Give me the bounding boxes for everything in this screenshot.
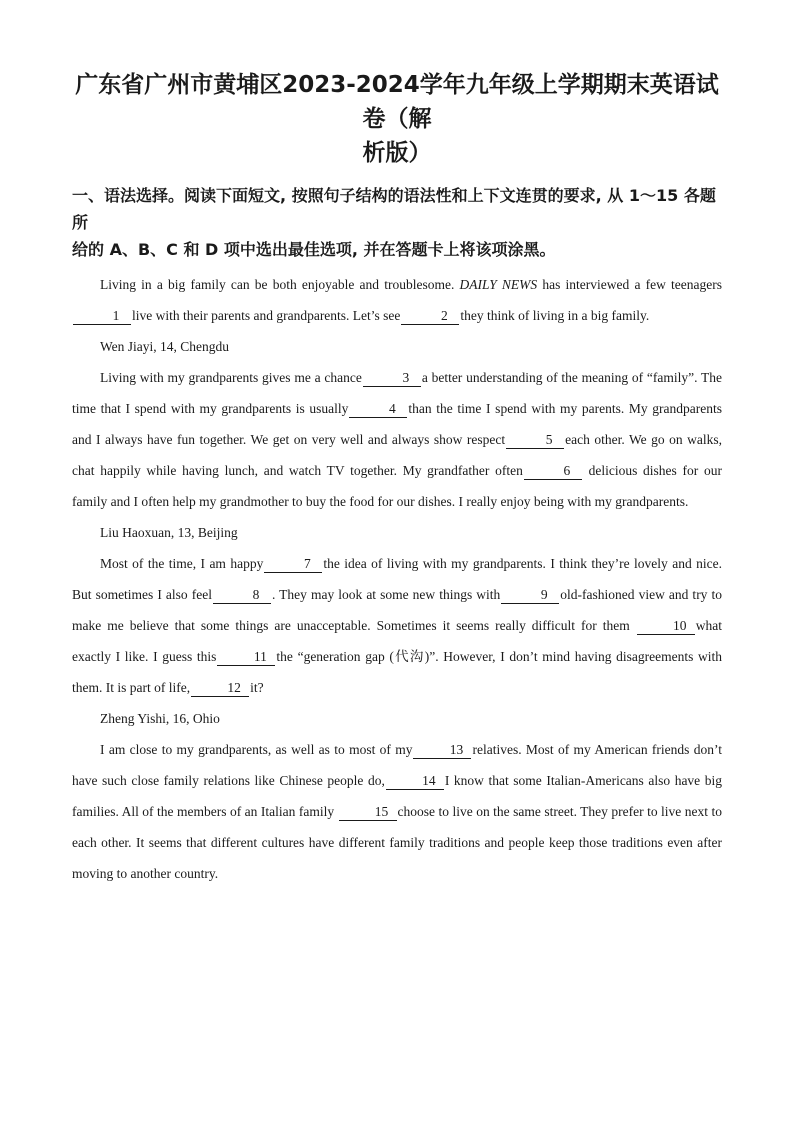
paragraph-speaker-1: Living with my grandparents gives me a chance 3 a better understanding of the meaning of “family”. The time that I spend with my grandparents is usually 4 than the time I spend with my parents. My grandparents and I always have fun together. We get on very well and always show respect 5 each other. We go on walks, chat happily while having lunch, and watch TV together. My grandfather often 6 delicious dishes for our family and I often help my grandmother to buy the food for our dishes. I really enjoy being with my grandparents. — [72, 370, 723, 509]
blank-14: 14 — [386, 773, 444, 790]
blank-10: 10 — [637, 618, 695, 635]
blank-2: 2 — [401, 308, 459, 325]
paragraph-intro: Living in a big family can be both enjoyable and troublesome. DAILY NEWS has interviewed a few teenagers 1 live with their parents and grandparents. Let’s see 2 they think of living in a big family. — [72, 269, 722, 331]
blank-13: 13 — [413, 742, 471, 759]
title-line-1: 广东省广州市黄埔区2023-2024学年九年级上学期期末英语试卷（解 — [75, 72, 719, 132]
blank-12: 12 — [191, 680, 249, 697]
blank-6: 6 — [524, 463, 582, 480]
blank-11: 11 — [217, 649, 275, 666]
instructions-line-2: 给的 A、B、C 和 D 项中选出最佳选项, 并在答题卡上将该项涂黑。 — [72, 240, 556, 259]
section-instructions — [72, 182, 722, 263]
newspaper-name: DAILY NEWS — [459, 277, 538, 292]
paragraph-speaker-3: I am close to my grandparents, as well as to most of my 13 relatives. Most of my American friends don’t have such close family relations like Chinese people do, 14 I know that some Italian-Americans also have big families. All of the members of an Italian family 15 choose to live on the same street. They prefer to live next to each other. It seems that different cultures have different family traditions and people keep those traditions even after moving to another country. — [72, 742, 722, 881]
blank-8: 8 — [213, 587, 271, 604]
paragraph-speaker-2: Most of the time, I am happy 7 the idea of living with my grandparents. I think they’re lovely and nice. But sometimes I also feel 8 . They may look at some new things with 9 old-fashioned view and try to make me believe that some things are unacceptable. Sometimes it seems really difficult for them 10 what exactly I like. I guess this 11 the “generation gap (代沟)”. However, I don’t mind having disagreements with them. It is part of life, 12 it? — [72, 556, 723, 695]
speaker-2: Liu Haoxuan, 13, Beijing — [100, 525, 238, 540]
page-title — [72, 68, 722, 170]
blank-9: 9 — [501, 587, 559, 604]
blank-7: 7 — [264, 556, 322, 573]
blank-3: 3 — [363, 370, 421, 387]
passage — [72, 269, 722, 889]
speaker-3: Zheng Yishi, 16, Ohio — [100, 711, 220, 726]
speaker-1: Wen Jiayi, 14, Chengdu — [100, 339, 230, 354]
blank-5: 5 — [506, 432, 564, 449]
blank-1: 1 — [73, 308, 131, 325]
instructions-line-1: 一、语法选择。阅读下面短文, 按照句子结构的语法性和上下文连贯的要求, 从 1～15 各题所 — [72, 186, 716, 232]
blank-15: 15 — [339, 804, 397, 821]
blank-4: 4 — [349, 401, 407, 418]
title-line-2: 析版） — [362, 140, 432, 166]
